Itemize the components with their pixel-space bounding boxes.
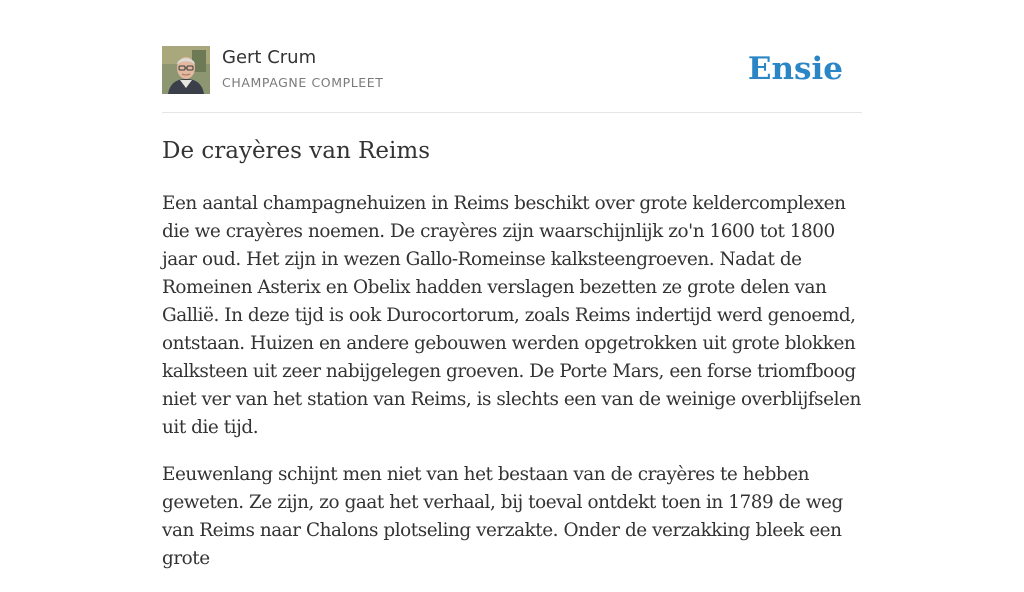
author-name[interactable]: Gert Crum [222, 47, 317, 68]
article-paragraph: Eeuwenlang schijnt men niet van het bestaan van de crayères te hebben geweten. Ze zijn, zo gaat het verhaal, bij toeval ontdekt toen in 1789 de weg van Reims naar Chalons plotseling verzakte. Onder de verzakking bleek een grote [162, 464, 843, 569]
article-title: De crayères van Reims [162, 138, 431, 164]
article-body [162, 190, 864, 592]
article-paragraph: Een aantal champagnehuizen in Reims beschikt over grote keldercomplexen die we crayères noemen. De crayères zijn waarschijnlijk zo'n 1600 tot 1800 jaar oud. Het zijn in wezen Gallo-Romeinse kalksteengroeven. Nadat de Romeinen Asterix en Obelix hadden verslagen bezetten ze grote delen van Gallië. In deze tijd is ook Durocortorum, zoals Reims indertijd werd genoemd, ontstaan. Huizen en andere gebouwen werden opgetrokken uit grote blokken kalksteen uit zeer nabijgelegen groeven. De Porte Mars, een forse triomfboog niet ver van het station van Reims, is slechts een van de weinige overblijfselen uit die tijd. [162, 193, 861, 438]
avatar-image [162, 46, 210, 94]
article-header [162, 46, 862, 113]
collection-name[interactable]: CHAMPAGNE COMPLEET [222, 75, 384, 90]
author-portrait-icon[interactable] [162, 46, 210, 94]
brand-logo[interactable]: Ensie [747, 51, 843, 87]
